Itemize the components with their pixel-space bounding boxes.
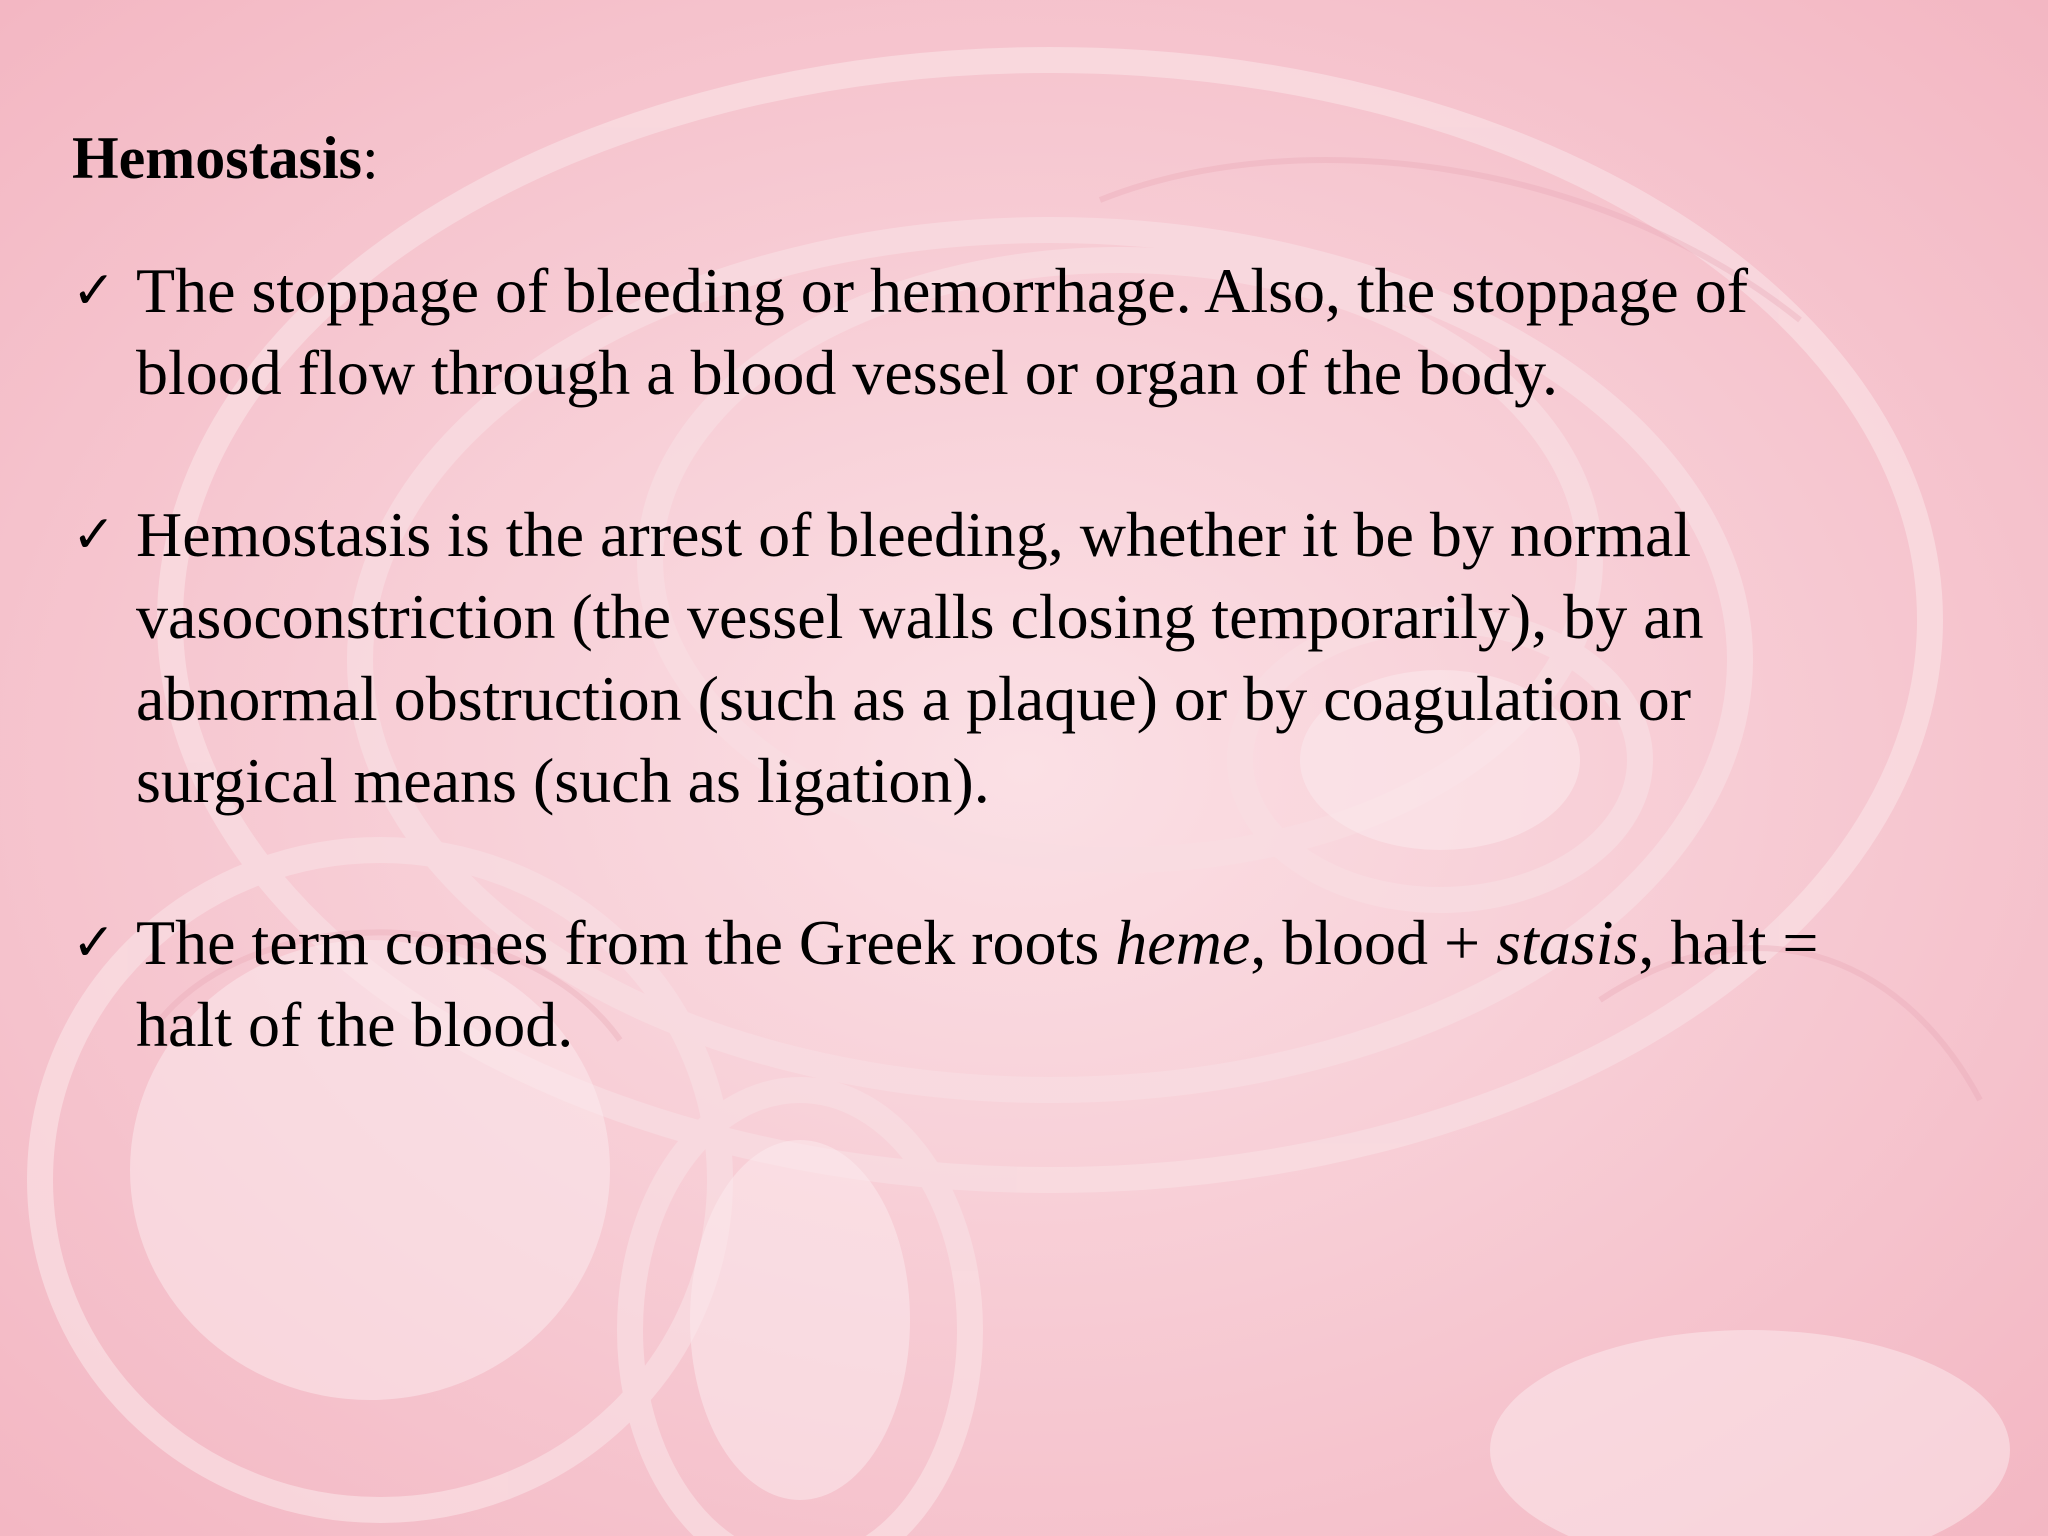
bullet-line: surgical means (such as ligation). [136,745,990,816]
bullet-line: Hemostasis is the arrest of bleeding, whether it be by normal [136,499,1692,570]
slide-title [72,118,1972,198]
term-heme: heme [1115,907,1251,978]
title-term: Hemostasis [72,125,362,191]
bullet-definition [72,250,2016,414]
bullet-line [136,902,2016,984]
bullet-line: The stoppage of bleeding or hemorrhage. Also, the stoppage of [136,255,1748,326]
check-mark-icon: ✓ [72,261,116,321]
bullet-line: vasoconstriction (the vessel walls closing temporarily), by an [136,581,1704,652]
bullet-line: blood flow through a blood vessel or organ of the body. [136,337,1558,408]
etymology-text: , halt = [1638,907,1819,978]
title-colon: : [361,125,379,191]
slide-content [72,118,1972,1146]
etymology-text: The term comes from the Greek roots [136,907,1116,978]
check-mark-icon: ✓ [72,505,116,565]
bullet-line: abnormal obstruction (such as a plaque) or by coagulation or [136,663,1692,734]
bullet-arrest-of-bleeding [72,494,2016,822]
bullet-line: halt of the blood. [136,989,574,1060]
etymology-text: , blood + [1250,907,1497,978]
check-mark-icon: ✓ [72,913,116,973]
term-stasis: stasis [1496,907,1639,978]
bullet-etymology [72,902,2016,1066]
